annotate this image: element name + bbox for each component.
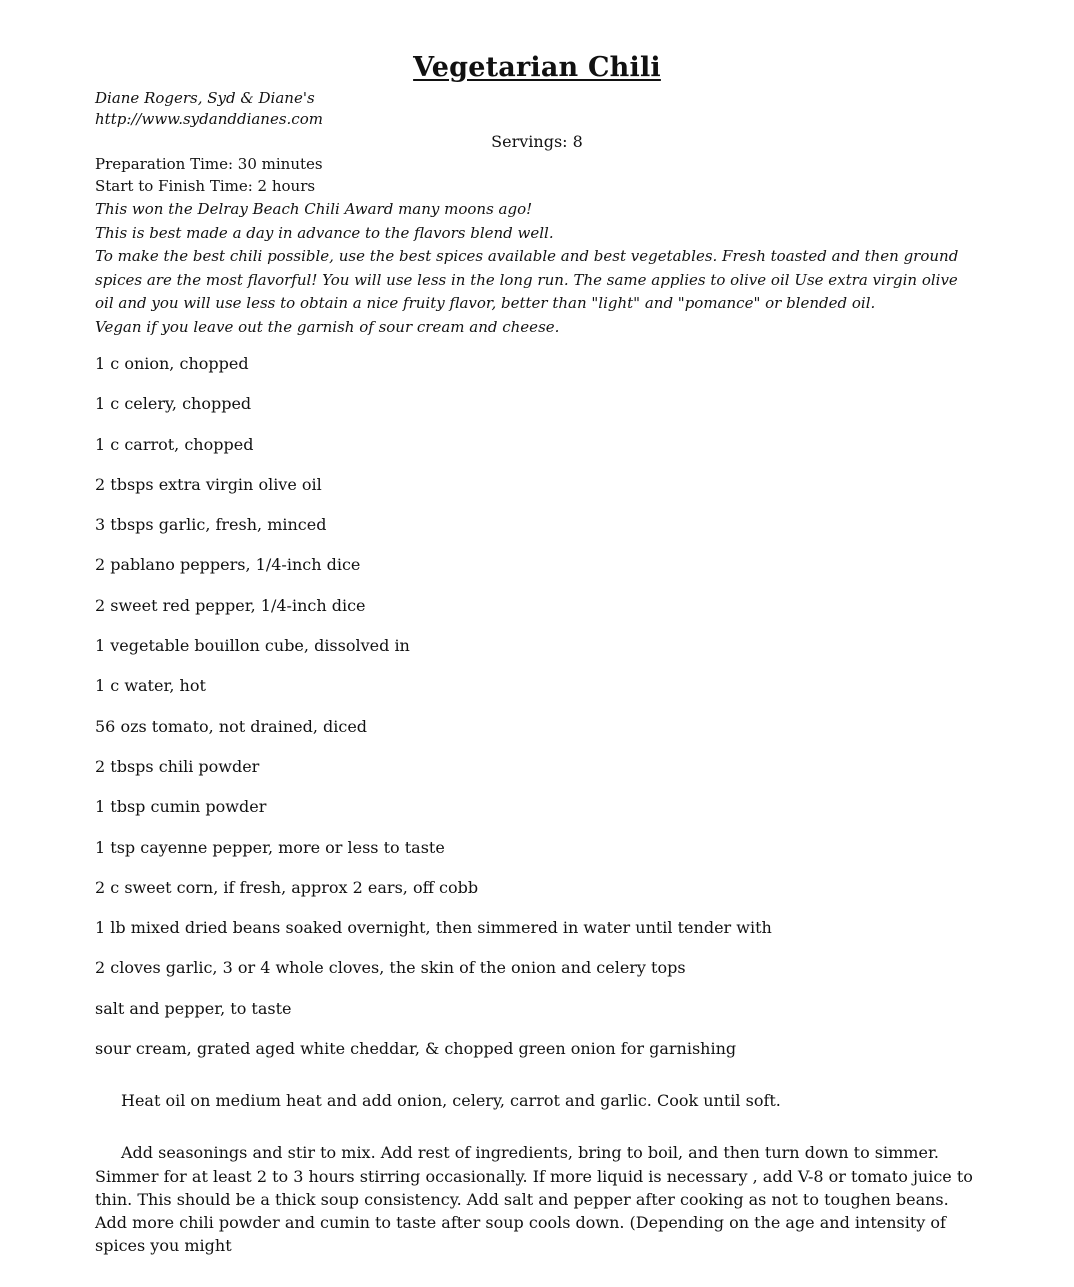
- ingredient-item: 1 c water, hot: [95, 676, 206, 696]
- ingredient-item: 2 tbsps extra virgin olive oil: [95, 474, 322, 494]
- ingredient-item: 1 lb mixed dried beans soaked overnight, then simmered in water until tender with: [95, 918, 772, 938]
- time-info: [95, 153, 323, 197]
- ingredient-item: 2 c sweet corn, if fresh, approx 2 ears, off cobb: [95, 877, 479, 897]
- note: To make the best chili possible, use the best spices available and best vegetables. Fresh toasted and then ground spices are the most flavorful! You will use less in the long run. The same applies to olive oil Use extra virgin olive oil and you will use less to obtain a nice fruity flavor, better than "light" and "pomance" or blended oil.: [95, 247, 959, 312]
- ingredient-item: 2 cloves garlic, 3 or 4 whole cloves, the skin of the onion and celery tops: [95, 958, 686, 978]
- directions: [95, 1089, 975, 1287]
- ingredient-item: 1 tsp cayenne pepper, more or less to taste: [95, 837, 445, 857]
- ingredient-item: 1 c celery, chopped: [95, 394, 252, 414]
- recipe-title: Vegetarian Chili: [413, 52, 661, 83]
- note: This is best made a day in advance to the flavors blend well.: [95, 223, 554, 242]
- ingredient-item: 1 c onion, chopped: [95, 354, 249, 373]
- ingredient-item: salt and pepper, to taste: [95, 998, 292, 1018]
- ingredient-item: 56 ozs tomato, not drained, diced: [95, 716, 368, 736]
- note: Vegan if you leave out the garnish of sour cream and cheese.: [95, 317, 560, 336]
- direction-step: Add seasonings and stir to mix. Add rest of ingredients, bring to boil, and then turn down to simmer. Simmer for at least 2 to 3 hours stirring occasionally. If more liquid is necessary , add V-8 or tomato juice to thin. This should be a thick soup consistency. Add salt and pepper after cooking as not to toughen beans. Add more chili powder and cumin to taste after soup cools down. (Depending on the age and intensity of spices you might: [95, 1143, 973, 1256]
- servings: Servings: 8: [491, 132, 583, 151]
- website-link: http://www.sydanddianes.com: [95, 110, 323, 128]
- recipe-notes: [95, 198, 975, 339]
- note: This won the Delray Beach Chili Award many moons ago!: [95, 200, 533, 218]
- ingredient-item: sour cream, grated aged white cheddar, & chopped green onion for garnishing: [95, 1039, 737, 1059]
- ingredient-item: 1 vegetable bouillon cube, dissolved in: [95, 636, 410, 656]
- ingredient-list: [95, 353, 772, 1078]
- ingredient-item: 1 tbsp cumin powder: [95, 797, 267, 817]
- direction-step: Heat oil on medium heat and add onion, celery, carrot and garlic. Cook until soft.: [121, 1091, 781, 1110]
- ingredient-item: 2 tbsps chili powder: [95, 756, 260, 776]
- total-time: Start to Finish Time: 2 hours: [95, 177, 316, 195]
- ingredient-item: 3 tbsps garlic, fresh, minced: [95, 515, 327, 535]
- ingredient-item: 2 pablano peppers, 1/4-inch dice: [95, 555, 361, 575]
- author-line: Diane Rogers, Syd & Diane's: [95, 89, 315, 107]
- recipe-source: [95, 88, 323, 130]
- ingredient-item: 1 c carrot, chopped: [95, 434, 254, 454]
- ingredient-item: 2 sweet red pepper, 1/4-inch dice: [95, 595, 366, 615]
- prep-time: Preparation Time: 30 minutes: [95, 155, 323, 173]
